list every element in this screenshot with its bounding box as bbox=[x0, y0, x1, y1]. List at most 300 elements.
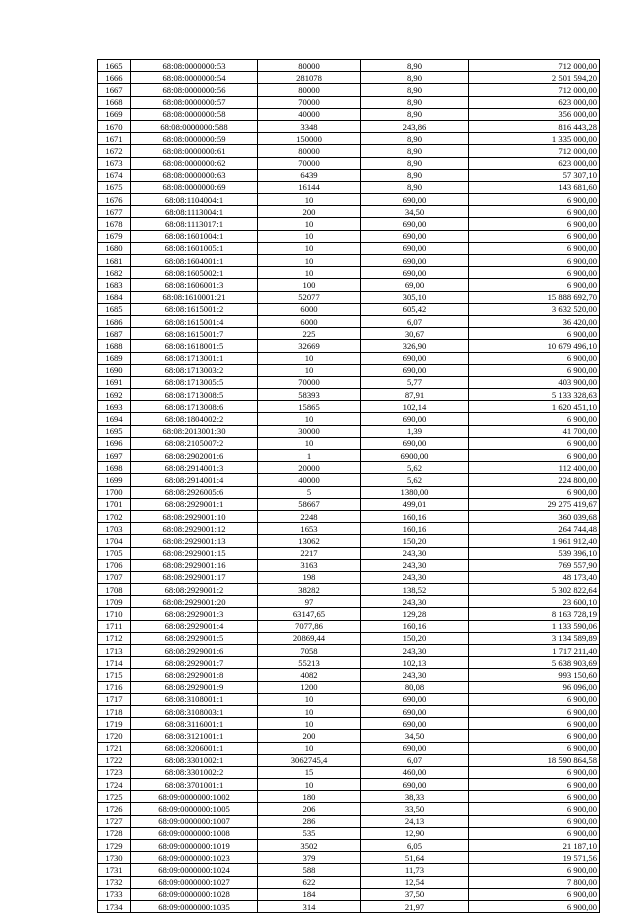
table-row bbox=[98, 255, 600, 267]
area-cell: 58393 bbox=[258, 389, 361, 401]
value-cell: 19 571,56 bbox=[469, 852, 600, 864]
rate-cell: 6,05 bbox=[361, 840, 469, 852]
rate-cell: 243,30 bbox=[361, 547, 469, 559]
row-number-cell: 1679 bbox=[98, 230, 131, 242]
cadastral-number-cell: 68:08:0000000:57 bbox=[131, 96, 258, 108]
rate-cell: 326,90 bbox=[361, 340, 469, 352]
rate-cell: 243,30 bbox=[361, 596, 469, 608]
area-cell: 80000 bbox=[258, 145, 361, 157]
rate-cell: 690,00 bbox=[361, 705, 469, 717]
area-cell: 10 bbox=[258, 779, 361, 791]
row-number-cell: 1698 bbox=[98, 462, 131, 474]
row-number-cell: 1672 bbox=[98, 145, 131, 157]
area-cell: 10 bbox=[258, 352, 361, 364]
value-cell: 6 900,00 bbox=[469, 766, 600, 778]
table-row bbox=[98, 352, 600, 364]
value-cell: 6 900,00 bbox=[469, 864, 600, 876]
value-cell: 21 187,10 bbox=[469, 840, 600, 852]
rate-cell: 690,00 bbox=[361, 742, 469, 754]
table-row bbox=[98, 389, 600, 401]
rate-cell: 690,00 bbox=[361, 364, 469, 376]
cadastral-number-cell: 68:08:2929001:20 bbox=[131, 596, 258, 608]
table-row bbox=[98, 437, 600, 449]
area-cell: 10 bbox=[258, 230, 361, 242]
row-number-cell: 1675 bbox=[98, 181, 131, 193]
row-number-cell: 1666 bbox=[98, 72, 131, 84]
row-number-cell: 1695 bbox=[98, 425, 131, 437]
value-cell: 18 590 864,58 bbox=[469, 754, 600, 766]
row-number-cell: 1706 bbox=[98, 559, 131, 571]
cadastral-number-cell: 68:08:2914001:3 bbox=[131, 462, 258, 474]
row-number-cell: 1674 bbox=[98, 169, 131, 181]
area-cell: 10 bbox=[258, 255, 361, 267]
area-cell: 1 bbox=[258, 450, 361, 462]
table-row bbox=[98, 657, 600, 669]
rate-cell: 69,00 bbox=[361, 279, 469, 291]
area-cell: 184 bbox=[258, 888, 361, 900]
table-row bbox=[98, 145, 600, 157]
value-cell: 712 000,00 bbox=[469, 84, 600, 96]
rate-cell: 150,20 bbox=[361, 632, 469, 644]
table-row bbox=[98, 510, 600, 522]
area-cell: 70000 bbox=[258, 376, 361, 388]
table-row bbox=[98, 242, 600, 254]
area-cell: 6000 bbox=[258, 303, 361, 315]
row-number-cell: 1687 bbox=[98, 328, 131, 340]
cadastral-number-cell: 68:08:2929001:1 bbox=[131, 498, 258, 510]
row-number-cell: 1692 bbox=[98, 389, 131, 401]
row-number-cell: 1665 bbox=[98, 60, 131, 72]
area-cell: 10 bbox=[258, 742, 361, 754]
row-number-cell: 1729 bbox=[98, 840, 131, 852]
value-cell: 5 302 822,64 bbox=[469, 584, 600, 596]
row-number-cell: 1716 bbox=[98, 681, 131, 693]
area-cell: 7077,86 bbox=[258, 620, 361, 632]
cadastral-number-cell: 68:09:0000000:1024 bbox=[131, 864, 258, 876]
table-row bbox=[98, 730, 600, 742]
value-cell: 6 900,00 bbox=[469, 328, 600, 340]
table-row bbox=[98, 364, 600, 376]
value-cell: 6 900,00 bbox=[469, 705, 600, 717]
rate-cell: 690,00 bbox=[361, 194, 469, 206]
row-number-cell: 1705 bbox=[98, 547, 131, 559]
area-cell: 10 bbox=[258, 218, 361, 230]
table-row bbox=[98, 60, 600, 72]
cadastral-number-cell: 68:08:2105007:2 bbox=[131, 437, 258, 449]
rate-cell: 690,00 bbox=[361, 218, 469, 230]
table-row bbox=[98, 876, 600, 888]
row-number-cell: 1733 bbox=[98, 888, 131, 900]
table-row bbox=[98, 194, 600, 206]
area-cell: 97 bbox=[258, 596, 361, 608]
value-cell: 36 420,00 bbox=[469, 315, 600, 327]
row-number-cell: 1734 bbox=[98, 900, 131, 912]
row-number-cell: 1693 bbox=[98, 401, 131, 413]
area-cell: 588 bbox=[258, 864, 361, 876]
area-cell: 10 bbox=[258, 194, 361, 206]
area-cell: 622 bbox=[258, 876, 361, 888]
value-cell: 6 900,00 bbox=[469, 242, 600, 254]
cadastral-number-cell: 68:08:0000000:61 bbox=[131, 145, 258, 157]
row-number-cell: 1714 bbox=[98, 657, 131, 669]
area-cell: 70000 bbox=[258, 96, 361, 108]
area-cell: 3502 bbox=[258, 840, 361, 852]
value-cell: 712 000,00 bbox=[469, 60, 600, 72]
cadastral-number-cell: 68:08:2929001:7 bbox=[131, 657, 258, 669]
area-cell: 10 bbox=[258, 437, 361, 449]
rate-cell: 138,52 bbox=[361, 584, 469, 596]
cadastral-number-cell: 68:08:2929001:6 bbox=[131, 645, 258, 657]
cadastral-number-cell: 68:08:1610001:21 bbox=[131, 291, 258, 303]
cadastral-number-cell: 68:09:0000000:1002 bbox=[131, 791, 258, 803]
table-row bbox=[98, 425, 600, 437]
value-cell: 3 632 520,00 bbox=[469, 303, 600, 315]
cadastral-number-cell: 68:08:1713001:1 bbox=[131, 352, 258, 364]
area-cell: 3348 bbox=[258, 120, 361, 132]
row-number-cell: 1699 bbox=[98, 474, 131, 486]
rate-cell: 160,16 bbox=[361, 523, 469, 535]
table-row bbox=[98, 864, 600, 876]
table-row bbox=[98, 693, 600, 705]
area-cell: 52077 bbox=[258, 291, 361, 303]
rate-cell: 24,13 bbox=[361, 815, 469, 827]
area-cell: 16144 bbox=[258, 181, 361, 193]
cadastral-number-cell: 68:08:2929001:16 bbox=[131, 559, 258, 571]
value-cell: 5 133 328,63 bbox=[469, 389, 600, 401]
area-cell: 4082 bbox=[258, 669, 361, 681]
rate-cell: 34,50 bbox=[361, 206, 469, 218]
cadastral-number-cell: 68:09:0000000:1019 bbox=[131, 840, 258, 852]
rate-cell: 150,20 bbox=[361, 535, 469, 547]
rate-cell: 305,10 bbox=[361, 291, 469, 303]
cadastral-number-cell: 68:08:2929001:4 bbox=[131, 620, 258, 632]
cadastral-number-cell: 68:08:1618001:5 bbox=[131, 340, 258, 352]
row-number-cell: 1728 bbox=[98, 827, 131, 839]
table-row bbox=[98, 169, 600, 181]
cadastral-number-cell: 68:08:0000000:56 bbox=[131, 84, 258, 96]
area-cell: 20000 bbox=[258, 462, 361, 474]
value-cell: 6 900,00 bbox=[469, 693, 600, 705]
area-cell: 6000 bbox=[258, 315, 361, 327]
area-cell: 198 bbox=[258, 571, 361, 583]
table-row bbox=[98, 852, 600, 864]
rate-cell: 8,90 bbox=[361, 60, 469, 72]
value-cell: 96 096,00 bbox=[469, 681, 600, 693]
row-number-cell: 1673 bbox=[98, 157, 131, 169]
row-number-cell: 1694 bbox=[98, 413, 131, 425]
table-row bbox=[98, 474, 600, 486]
value-cell: 712 000,00 bbox=[469, 145, 600, 157]
area-cell: 70000 bbox=[258, 157, 361, 169]
table-row bbox=[98, 133, 600, 145]
area-cell: 2248 bbox=[258, 510, 361, 522]
row-number-cell: 1709 bbox=[98, 596, 131, 608]
cadastral-number-cell: 68:08:2929001:5 bbox=[131, 632, 258, 644]
area-cell: 535 bbox=[258, 827, 361, 839]
rate-cell: 33,50 bbox=[361, 803, 469, 815]
table-row bbox=[98, 450, 600, 462]
value-cell: 6 900,00 bbox=[469, 791, 600, 803]
table-row bbox=[98, 766, 600, 778]
table-row bbox=[98, 559, 600, 571]
area-cell: 286 bbox=[258, 815, 361, 827]
cadastral-number-cell: 68:08:1713005:5 bbox=[131, 376, 258, 388]
cadastral-number-cell: 68:08:2929001:9 bbox=[131, 681, 258, 693]
value-cell: 816 443,28 bbox=[469, 120, 600, 132]
rate-cell: 1380,00 bbox=[361, 486, 469, 498]
value-cell: 6 900,00 bbox=[469, 815, 600, 827]
value-cell: 360 039,68 bbox=[469, 510, 600, 522]
row-number-cell: 1696 bbox=[98, 437, 131, 449]
table-row bbox=[98, 376, 600, 388]
cadastral-number-cell: 68:08:1113004:1 bbox=[131, 206, 258, 218]
table-row bbox=[98, 571, 600, 583]
rate-cell: 1,39 bbox=[361, 425, 469, 437]
value-cell: 2 501 594,20 bbox=[469, 72, 600, 84]
table-row bbox=[98, 705, 600, 717]
row-number-cell: 1682 bbox=[98, 267, 131, 279]
row-number-cell: 1727 bbox=[98, 815, 131, 827]
rate-cell: 8,90 bbox=[361, 181, 469, 193]
cadastral-number-cell: 68:08:1601005:1 bbox=[131, 242, 258, 254]
value-cell: 6 900,00 bbox=[469, 413, 600, 425]
table-row bbox=[98, 401, 600, 413]
cadastral-number-cell: 68:08:1601004:1 bbox=[131, 230, 258, 242]
table-row bbox=[98, 815, 600, 827]
row-number-cell: 1704 bbox=[98, 535, 131, 547]
area-cell: 63147,65 bbox=[258, 608, 361, 620]
area-cell: 1200 bbox=[258, 681, 361, 693]
rate-cell: 690,00 bbox=[361, 267, 469, 279]
area-cell: 10 bbox=[258, 413, 361, 425]
cadastral-number-cell: 68:08:1113017:1 bbox=[131, 218, 258, 230]
table-row bbox=[98, 279, 600, 291]
cadastral-number-cell: 68:08:2929001:15 bbox=[131, 547, 258, 559]
table-row bbox=[98, 742, 600, 754]
value-cell: 356 000,00 bbox=[469, 108, 600, 120]
area-cell: 10 bbox=[258, 364, 361, 376]
table-row bbox=[98, 218, 600, 230]
rate-cell: 243,30 bbox=[361, 571, 469, 583]
row-number-cell: 1712 bbox=[98, 632, 131, 644]
row-number-cell: 1683 bbox=[98, 279, 131, 291]
value-cell: 6 900,00 bbox=[469, 730, 600, 742]
rate-cell: 5,62 bbox=[361, 474, 469, 486]
table-row bbox=[98, 608, 600, 620]
rate-cell: 8,90 bbox=[361, 96, 469, 108]
area-cell: 2217 bbox=[258, 547, 361, 559]
cadastral-number-cell: 68:09:0000000:1035 bbox=[131, 900, 258, 912]
area-cell: 10 bbox=[258, 705, 361, 717]
table-row bbox=[98, 108, 600, 120]
rate-cell: 8,90 bbox=[361, 72, 469, 84]
area-cell: 10 bbox=[258, 718, 361, 730]
row-number-cell: 1726 bbox=[98, 803, 131, 815]
rate-cell: 11,73 bbox=[361, 864, 469, 876]
area-cell: 200 bbox=[258, 206, 361, 218]
area-cell: 5 bbox=[258, 486, 361, 498]
area-cell: 100 bbox=[258, 279, 361, 291]
value-cell: 41 700,00 bbox=[469, 425, 600, 437]
value-cell: 6 900,00 bbox=[469, 742, 600, 754]
table-row bbox=[98, 888, 600, 900]
rate-cell: 690,00 bbox=[361, 230, 469, 242]
value-cell: 6 900,00 bbox=[469, 888, 600, 900]
row-number-cell: 1702 bbox=[98, 510, 131, 522]
table-row bbox=[98, 157, 600, 169]
area-cell: 6439 bbox=[258, 169, 361, 181]
area-cell: 15865 bbox=[258, 401, 361, 413]
rate-cell: 605,42 bbox=[361, 303, 469, 315]
cadastral-number-cell: 68:09:0000000:1023 bbox=[131, 852, 258, 864]
value-cell: 10 679 496,10 bbox=[469, 340, 600, 352]
row-number-cell: 1710 bbox=[98, 608, 131, 620]
row-number-cell: 1681 bbox=[98, 255, 131, 267]
row-number-cell: 1711 bbox=[98, 620, 131, 632]
cadastral-number-cell: 68:08:1615001:2 bbox=[131, 303, 258, 315]
table-row bbox=[98, 340, 600, 352]
cadastral-number-cell: 68:08:1804002:2 bbox=[131, 413, 258, 425]
row-number-cell: 1730 bbox=[98, 852, 131, 864]
table-row bbox=[98, 754, 600, 766]
row-number-cell: 1708 bbox=[98, 584, 131, 596]
cadastral-number-cell: 68:08:2929001:8 bbox=[131, 669, 258, 681]
value-cell: 8 163 728,19 bbox=[469, 608, 600, 620]
rate-cell: 5,77 bbox=[361, 376, 469, 388]
area-cell: 38282 bbox=[258, 584, 361, 596]
rate-cell: 102,14 bbox=[361, 401, 469, 413]
area-cell: 80000 bbox=[258, 84, 361, 96]
row-number-cell: 1722 bbox=[98, 754, 131, 766]
rate-cell: 8,90 bbox=[361, 169, 469, 181]
row-number-cell: 1720 bbox=[98, 730, 131, 742]
rate-cell: 5,62 bbox=[361, 462, 469, 474]
value-cell: 29 275 419,67 bbox=[469, 498, 600, 510]
value-cell: 6 900,00 bbox=[469, 437, 600, 449]
area-cell: 180 bbox=[258, 791, 361, 803]
area-cell: 200 bbox=[258, 730, 361, 742]
cadastral-number-cell: 68:08:1104004:1 bbox=[131, 194, 258, 206]
rate-cell: 690,00 bbox=[361, 718, 469, 730]
row-number-cell: 1680 bbox=[98, 242, 131, 254]
row-number-cell: 1719 bbox=[98, 718, 131, 730]
rate-cell: 690,00 bbox=[361, 413, 469, 425]
rate-cell: 6900,00 bbox=[361, 450, 469, 462]
area-cell: 150000 bbox=[258, 133, 361, 145]
value-cell: 5 638 903,69 bbox=[469, 657, 600, 669]
table-row bbox=[98, 840, 600, 852]
rate-cell: 38,33 bbox=[361, 791, 469, 803]
cadastral-number-cell: 68:08:1615001:7 bbox=[131, 328, 258, 340]
value-cell: 6 900,00 bbox=[469, 779, 600, 791]
area-cell: 20869,44 bbox=[258, 632, 361, 644]
value-cell: 6 900,00 bbox=[469, 486, 600, 498]
table-row bbox=[98, 315, 600, 327]
row-number-cell: 1691 bbox=[98, 376, 131, 388]
rate-cell: 690,00 bbox=[361, 779, 469, 791]
cadastral-number-cell: 68:08:2929001:3 bbox=[131, 608, 258, 620]
cadastral-number-cell: 68:08:0000000:53 bbox=[131, 60, 258, 72]
rate-cell: 37,50 bbox=[361, 888, 469, 900]
area-cell: 3062745,4 bbox=[258, 754, 361, 766]
value-cell: 224 800,00 bbox=[469, 474, 600, 486]
rate-cell: 102,13 bbox=[361, 657, 469, 669]
row-number-cell: 1676 bbox=[98, 194, 131, 206]
area-cell: 58667 bbox=[258, 498, 361, 510]
cadastral-number-cell: 68:08:2926005:6 bbox=[131, 486, 258, 498]
cadastral-number-cell: 68:08:0000000:588 bbox=[131, 120, 258, 132]
rate-cell: 30,67 bbox=[361, 328, 469, 340]
value-cell: 6 900,00 bbox=[469, 352, 600, 364]
table-row bbox=[98, 645, 600, 657]
area-cell: 206 bbox=[258, 803, 361, 815]
row-number-cell: 1700 bbox=[98, 486, 131, 498]
area-cell: 32669 bbox=[258, 340, 361, 352]
cadastral-number-cell: 68:08:2929001:2 bbox=[131, 584, 258, 596]
table-row bbox=[98, 584, 600, 596]
area-cell: 10 bbox=[258, 242, 361, 254]
rate-cell: 8,90 bbox=[361, 145, 469, 157]
cadastral-number-cell: 68:09:0000000:1008 bbox=[131, 827, 258, 839]
value-cell: 6 900,00 bbox=[469, 364, 600, 376]
rate-cell: 12,54 bbox=[361, 876, 469, 888]
rate-cell: 690,00 bbox=[361, 352, 469, 364]
cadastral-number-cell: 68:08:2929001:12 bbox=[131, 523, 258, 535]
table-row bbox=[98, 328, 600, 340]
rate-cell: 87,91 bbox=[361, 389, 469, 401]
value-cell: 1 717 211,40 bbox=[469, 645, 600, 657]
rate-cell: 243,86 bbox=[361, 120, 469, 132]
table-row bbox=[98, 84, 600, 96]
area-cell: 10 bbox=[258, 693, 361, 705]
cadastral-number-cell: 68:08:2929001:17 bbox=[131, 571, 258, 583]
value-cell: 57 307,10 bbox=[469, 169, 600, 181]
value-cell: 623 000,00 bbox=[469, 157, 600, 169]
value-cell: 143 681,60 bbox=[469, 181, 600, 193]
table-row bbox=[98, 681, 600, 693]
value-cell: 7 800,00 bbox=[469, 876, 600, 888]
cadastral-number-cell: 68:08:1606001:3 bbox=[131, 279, 258, 291]
cadastral-value-table bbox=[97, 59, 600, 913]
value-cell: 264 744,48 bbox=[469, 523, 600, 535]
area-cell: 40000 bbox=[258, 474, 361, 486]
value-cell: 403 900,00 bbox=[469, 376, 600, 388]
table-row bbox=[98, 669, 600, 681]
value-cell: 48 173,40 bbox=[469, 571, 600, 583]
cadastral-number-cell: 68:08:0000000:62 bbox=[131, 157, 258, 169]
table-row bbox=[98, 206, 600, 218]
row-number-cell: 1689 bbox=[98, 352, 131, 364]
row-number-cell: 1670 bbox=[98, 120, 131, 132]
area-cell: 281078 bbox=[258, 72, 361, 84]
cadastral-number-cell: 68:08:3206001:1 bbox=[131, 742, 258, 754]
table-row bbox=[98, 547, 600, 559]
rate-cell: 8,90 bbox=[361, 108, 469, 120]
value-cell: 769 557,90 bbox=[469, 559, 600, 571]
rate-cell: 12,90 bbox=[361, 827, 469, 839]
cadastral-number-cell: 68:08:0000000:59 bbox=[131, 133, 258, 145]
value-cell: 1 620 451,10 bbox=[469, 401, 600, 413]
value-cell: 6 900,00 bbox=[469, 255, 600, 267]
cadastral-number-cell: 68:08:2902001:6 bbox=[131, 450, 258, 462]
row-number-cell: 1715 bbox=[98, 669, 131, 681]
area-cell: 314 bbox=[258, 900, 361, 912]
row-number-cell: 1688 bbox=[98, 340, 131, 352]
value-cell: 539 396,10 bbox=[469, 547, 600, 559]
cadastral-number-cell: 68:08:3121001:1 bbox=[131, 730, 258, 742]
table-row bbox=[98, 718, 600, 730]
row-number-cell: 1731 bbox=[98, 864, 131, 876]
